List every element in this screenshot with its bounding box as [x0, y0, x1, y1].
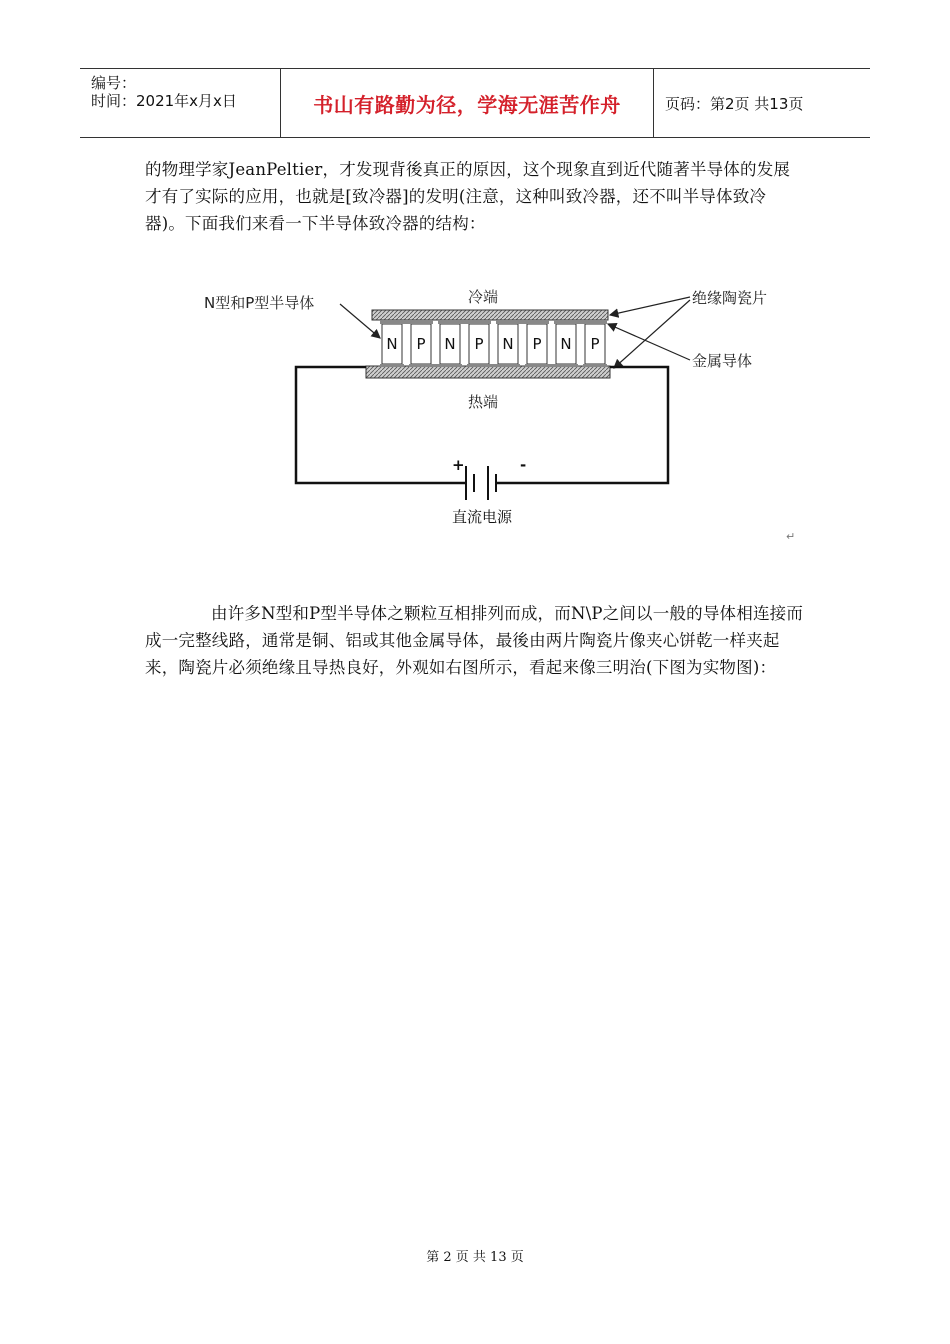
label-np-semiconductor: N型和P型半导体 [204, 294, 315, 312]
element-label: N [386, 335, 398, 353]
arrow-insulator-bottom [614, 300, 690, 368]
motto: 书山有路勤为径，学海无涯苦作舟 [313, 92, 621, 117]
label-cold-end: 冷端 [468, 288, 499, 306]
peltier-structure-diagram [190, 270, 810, 550]
header-motto-cell [281, 69, 654, 137]
top-metal-strips [380, 320, 607, 324]
label-hot-end: 热端 [468, 393, 499, 411]
element-label: N [502, 335, 514, 353]
label-insulator: 绝缘陶瓷片 [692, 289, 768, 307]
arrow-metal [608, 324, 690, 360]
element-label: N [444, 335, 456, 353]
page-info: 页码：第2页 共13页 [665, 94, 804, 113]
header-table [80, 68, 870, 138]
header-page-cell [654, 69, 870, 137]
time-label: 时间：2021年x月x日 [91, 92, 237, 110]
paragraph-mark: ↵ [786, 530, 796, 543]
label-minus: - [520, 456, 527, 474]
page-footer: 第 2 页 共 13 页 [426, 1250, 524, 1265]
label-power-source: 直流电源 [452, 508, 513, 526]
circuit-wire-left [296, 367, 452, 483]
number-label: 编号： [91, 74, 137, 92]
circuit-wire-right [518, 367, 668, 483]
arrow-np [340, 304, 380, 338]
label-metal-conductor: 金属导体 [692, 352, 753, 370]
paragraph-2: 由许多N型和P型半导体之颗粒互相排列而成，而N\P之间以一般的导体相连接而成一完整线路，通常是铜、铝或其他金属导体，最後由两片陶瓷片像夹心饼乾一样夹起来，陶瓷片必须绝缘且导热良好，外观如右图所示，看起来像三明治(下图为实物图)： [145, 604, 804, 677]
np-elements [382, 324, 605, 364]
bottom-metal-strips [380, 364, 607, 367]
header-left-cell [80, 69, 281, 137]
element-label: N [560, 335, 572, 353]
element-label: P [474, 335, 484, 353]
bottom-ceramic-plate [366, 366, 610, 378]
element-label: P [416, 335, 426, 353]
arrow-insulator-top [610, 297, 690, 315]
label-plus: + [452, 456, 465, 474]
element-label: P [532, 335, 542, 353]
paragraph-1: 的物理学家JeanPeltier，才发现背後真正的原因，这个现象直到近代随著半导体的发展才有了实际的应用，也就是[致冷器]的发明(注意，这种叫致冷器，还不叫半导体致冷器)。下面我们来看一下半导体致冷器的结构： [145, 160, 791, 233]
element-label: P [590, 335, 600, 353]
top-ceramic-plate [372, 310, 608, 320]
